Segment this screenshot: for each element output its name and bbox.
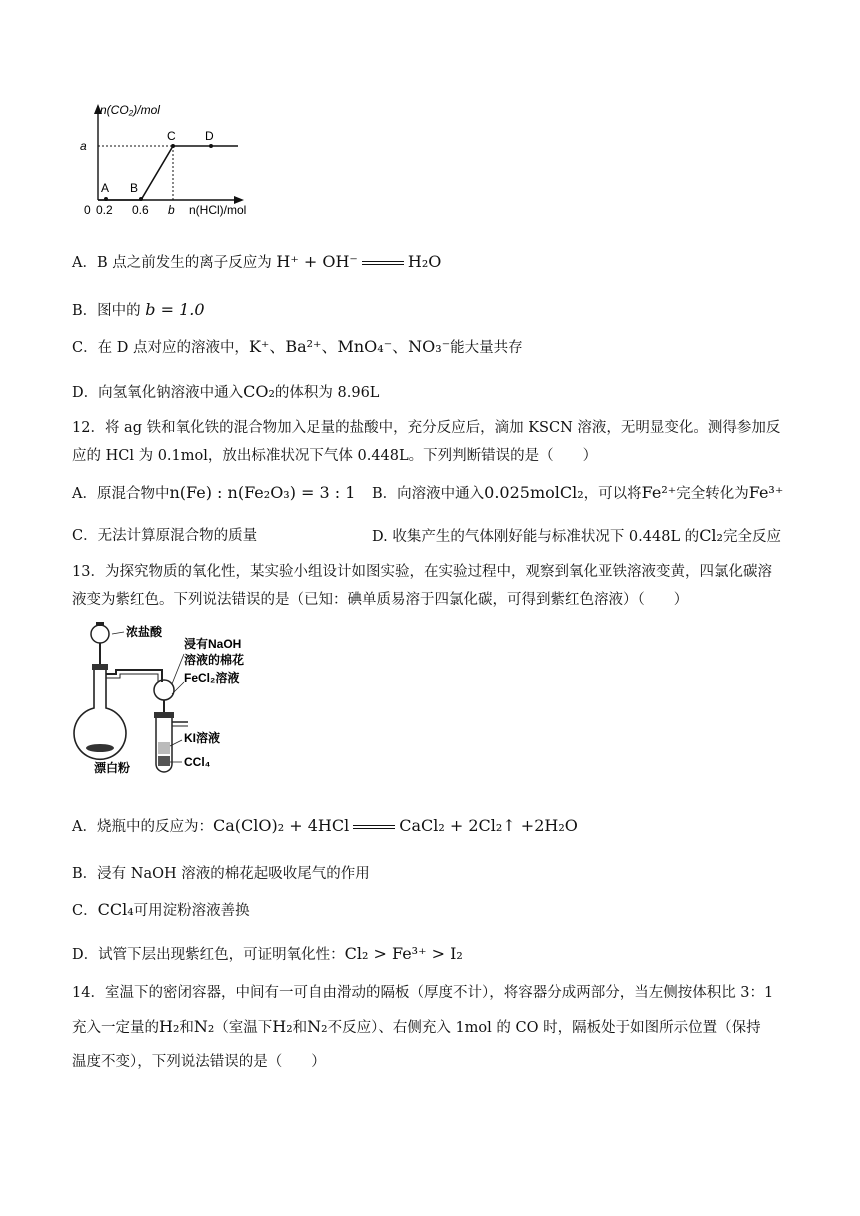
- q11-option-b: [72, 300, 205, 321]
- ki-layer: [158, 742, 170, 754]
- q13-option-d-math: Cl₂ > Fe³⁺ > I₂: [344, 944, 463, 963]
- q12-option-b-math2: Fe²⁺: [641, 483, 677, 502]
- q12-option-b-mid2: 完全转化为: [676, 486, 749, 502]
- q11-option-b-text: B．图中的: [72, 303, 141, 319]
- q13-stem-line1: 13．为探究物质的氧化性，某实验小组设计如图实验，在实验过程中，观察到氧化亚铁溶液变黄，四氯化碳溶: [72, 564, 772, 580]
- ccl4-layer: [158, 756, 170, 766]
- q14-line2-d: 和: [292, 1020, 308, 1036]
- label-conc-hcl: 浓盐酸: [126, 625, 163, 639]
- q11-option-a: [72, 252, 441, 273]
- q13-option-d: [72, 944, 463, 965]
- co2-hcl-graph: [72, 100, 272, 218]
- x-tick-0: 0: [84, 203, 91, 217]
- point-d: [209, 144, 213, 148]
- q13-option-c-math: CCl₄: [97, 900, 134, 919]
- q14-line2-e: 不反应）、右侧充入 1mol 的 CO 时，隔板处于如图所示位置（保持: [327, 1020, 761, 1036]
- point-b: [139, 197, 143, 201]
- q12-option-d-post: 完全反应: [722, 529, 781, 545]
- funnel-bulb: [91, 625, 109, 643]
- q11-option-d-math: CO₂: [243, 382, 275, 401]
- label-naoh-1: 浸有NaOH: [184, 637, 242, 651]
- q13-option-b: B．浸有 NaOH 溶液的棉花起吸收尾气的作用: [72, 866, 370, 882]
- q12-option-b-math1: 0.025molCl₂: [484, 483, 584, 502]
- q11-option-c-post: 能大量共存: [450, 340, 523, 356]
- q12-option-b-text: B．向溶液中通入: [372, 486, 485, 502]
- q11-option-c-text: C．在 D 点对应的溶液中，: [72, 340, 249, 356]
- q14-line2-n2b: N₂: [307, 1017, 328, 1036]
- q14-stem-line1: 14．室温下的密闭容器，中间有一可自由滑动的隔板（厚度不计），将容器分成两部分，当左侧按体积比 3：1: [72, 985, 774, 1001]
- label-naoh-2: 溶液的棉花: [184, 653, 245, 667]
- y-tick-a: a: [80, 139, 87, 153]
- flask-stopper: [92, 664, 108, 670]
- q11-option-b-math: b = 1.0: [145, 300, 205, 319]
- x-tick-02: 0.2: [96, 203, 113, 217]
- bleach-powder: [86, 744, 114, 752]
- q13-option-a-text: A．烧瓶中的反应为：: [72, 819, 213, 835]
- q12-option-b: [372, 483, 783, 504]
- q13-option-c-post: 可用淀粉溶液善换: [133, 903, 250, 919]
- label-ccl4: CCl₄: [184, 755, 211, 769]
- q13-option-c-text: C．: [72, 903, 98, 919]
- tube-stopper: [154, 712, 174, 718]
- q14-line2-n2: N₂: [193, 1017, 215, 1036]
- q13-option-a-eq-left: Ca(ClO)₂ + 4HCl: [212, 816, 350, 835]
- q14-line2-a: 充入一定量的: [72, 1020, 159, 1036]
- q13-option-a: [72, 816, 578, 837]
- q13-stem-line2: 液变为紫红色。下列说法错误的是（已知：碘单质易溶于四氯化碳，可得到紫红色溶液）（ ）: [72, 592, 689, 608]
- q12-option-b-math3: Fe³⁺: [748, 483, 784, 502]
- equals-arrow-icon: [362, 261, 404, 265]
- q11-option-c-ions: K⁺、Ba²⁺、MnO₄⁻、NO₃⁻: [248, 337, 451, 356]
- q11-option-d: [72, 382, 379, 403]
- q14-line2-h2b: H₂: [272, 1017, 293, 1036]
- point-c: [171, 144, 175, 148]
- series-line: [98, 146, 238, 200]
- connecting-tube: [106, 670, 162, 682]
- point-label-b: B: [130, 181, 139, 195]
- q12-option-d-math: Cl₂: [699, 526, 723, 545]
- q14-stem-line2: [72, 1017, 761, 1038]
- q14-line2-c: （室温下: [214, 1020, 273, 1036]
- label-bleach: 漂白粉: [94, 761, 131, 775]
- y-axis-label: n(CO₂)/mol: [100, 103, 160, 117]
- x-tick-06: 0.6: [132, 203, 149, 217]
- q14-line2-b: 和: [179, 1020, 194, 1036]
- point-label-c: C: [167, 129, 176, 143]
- x-tick-b: b: [168, 203, 175, 217]
- q13-option-a-eq-right: CaCl₂ + 2Cl₂↑ +2H₂O: [399, 816, 578, 835]
- point-a: [104, 197, 108, 201]
- q12-option-a-math: n(Fe) : n(Fe₂O₃) = 3 : 1: [169, 483, 356, 502]
- apparatus-figure: [72, 618, 252, 778]
- point-label-a: A: [101, 181, 110, 195]
- equals-arrow-icon: [353, 825, 395, 829]
- point-label-d: D: [205, 129, 214, 143]
- funnel-stopper: [96, 622, 104, 626]
- q13-option-c: [72, 900, 250, 921]
- q11-option-a-eq-right: H₂O: [407, 252, 442, 271]
- q11-option-c: [72, 337, 523, 358]
- q11-option-d-post: 的体积为 8.96L: [274, 385, 380, 401]
- q12-stem-line1: 12．将 ag 铁和氧化铁的混合物加入足量的盐酸中，充分反应后，滴加 KSCN 溶液，无明显变化。测得参加反: [72, 420, 781, 436]
- q11-option-a-text: A．B 点之前发生的离子反应为: [72, 255, 272, 271]
- x-axis-label: n(HCl)/mol: [189, 203, 247, 217]
- q12-option-b-mid: ，可以将: [583, 486, 642, 502]
- q12-option-d: [372, 526, 781, 547]
- q12-option-a: [72, 483, 355, 504]
- q12-option-c: C．无法计算原混合物的质量: [72, 528, 258, 544]
- q11-option-d-text: D．向氢氧化钠溶液中通入: [72, 385, 244, 401]
- fecl2-bulb: [154, 680, 174, 700]
- label-fecl2: FeCl₂溶液: [184, 671, 240, 685]
- q13-option-d-text: D．试管下层出现紫红色，可证明氧化性：: [72, 947, 345, 963]
- q12-stem-line2: 应的 HCl 为 0.1mol，放出标准状况下气体 0.448L。下列判断错误的是（ ）: [72, 448, 598, 464]
- q14-line2-h2: H₂: [159, 1017, 180, 1036]
- q11-option-a-eq-left: H⁺ + OH⁻: [276, 252, 358, 271]
- q12-option-a-text: A．原混合物中: [72, 486, 170, 502]
- q12-option-d-text: D. 收集产生的气体刚好能与标准状况下 0.448L 的: [372, 529, 700, 545]
- label-ki: KI溶液: [184, 731, 221, 745]
- q14-stem-line3: 温度不变），下列说法错误的是（ ）: [72, 1054, 326, 1070]
